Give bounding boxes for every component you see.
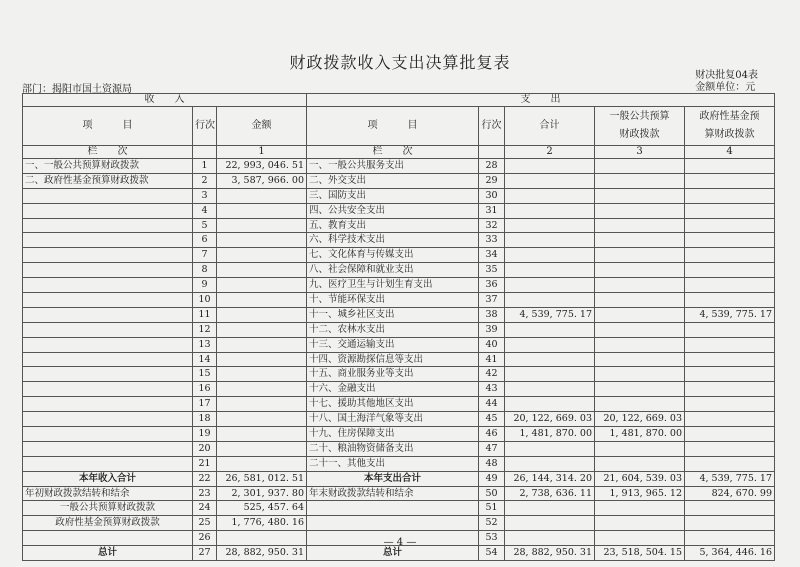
table-row	[23, 382, 775, 397]
cell-in-item	[23, 352, 193, 367]
cell-ex-no: 47	[479, 441, 505, 456]
table-row	[23, 173, 775, 188]
cell-in-item	[23, 367, 193, 382]
cell-in-amt	[217, 307, 307, 322]
cell-ex-item: 五、教育支出	[307, 218, 479, 233]
table-row	[23, 412, 775, 427]
cell-in-amt	[217, 218, 307, 233]
table-row	[23, 367, 775, 382]
cell-fund	[685, 322, 775, 337]
cell-in-amt	[217, 456, 307, 471]
table-row	[23, 441, 775, 456]
cell-ex-item: 七、文化体育与传媒支出	[307, 248, 479, 263]
cell-general	[595, 188, 685, 203]
cell-ex-item: 十二、农林水支出	[307, 322, 479, 337]
cell-ex-no: 43	[479, 382, 505, 397]
cell-total	[505, 188, 595, 203]
cell-total	[505, 352, 595, 367]
page-number: — 4 —	[383, 537, 417, 548]
cell-total: 28, 882, 950. 31	[505, 546, 595, 561]
cell-ex-no: 45	[479, 412, 505, 427]
cell-total: 26, 144, 314. 20	[505, 471, 595, 486]
table-row	[23, 248, 775, 263]
cell-total: 20, 122, 669. 03	[505, 412, 595, 427]
table-row	[23, 233, 775, 248]
cell-total	[505, 501, 595, 516]
cell-in-amt	[217, 397, 307, 412]
cell-in-no: 20	[193, 441, 217, 456]
cell-ex-no: 30	[479, 188, 505, 203]
cell-fund	[685, 501, 775, 516]
department-label: 部门：揭阳市国土资源局	[22, 84, 132, 95]
table-row	[23, 293, 775, 308]
header-total: 合计	[505, 107, 595, 146]
cell-total	[505, 278, 595, 293]
cell-ex-item: 十、节能环保支出	[307, 293, 479, 308]
cell-in-no: 1	[193, 159, 217, 174]
cell-fund	[685, 456, 775, 471]
cell-in-no: 21	[193, 456, 217, 471]
cell-fund	[685, 173, 775, 188]
cell-general	[595, 278, 685, 293]
cell-fund	[685, 203, 775, 218]
table-row	[23, 352, 775, 367]
cell-ex-no: 49	[479, 471, 505, 486]
cell-in-no: 17	[193, 397, 217, 412]
cell-general	[595, 263, 685, 278]
cell-in-item	[23, 278, 193, 293]
cell-in-amt	[217, 188, 307, 203]
cell-ex-no: 51	[479, 501, 505, 516]
cell-in-amt	[217, 382, 307, 397]
cell-in-amt	[217, 278, 307, 293]
cell-in-item	[23, 263, 193, 278]
cell-ex-no: 41	[479, 352, 505, 367]
table-row	[23, 218, 775, 233]
cell-in-amt	[217, 367, 307, 382]
cell-in-item: 政府性基金预算财政拨款	[23, 516, 193, 531]
cell-ex-no: 32	[479, 218, 505, 233]
cell-in-no: 23	[193, 486, 217, 501]
carry-row	[23, 501, 775, 516]
cell-in-item: 二、政府性基金预算财政拨款	[23, 173, 193, 188]
cell-total	[505, 441, 595, 456]
table-row	[23, 263, 775, 278]
cell-ex-no: 37	[479, 293, 505, 308]
cell-fund	[685, 367, 775, 382]
cell-general	[595, 159, 685, 174]
carry-row	[23, 486, 775, 501]
cell-in-no: 3	[193, 188, 217, 203]
cell-ex-item: 十九、住房保障支出	[307, 427, 479, 442]
cell-ex-item: 六、科学技术支出	[307, 233, 479, 248]
cell-ex-no: 31	[479, 203, 505, 218]
cell-in-item	[23, 293, 193, 308]
cell-general: 1, 481, 870. 00	[595, 427, 685, 442]
cell-in-item: 总计	[23, 546, 193, 561]
cell-ex-item: 本年支出合计	[307, 471, 479, 486]
cell-fund	[685, 352, 775, 367]
cell-total	[505, 322, 595, 337]
cell-in-no: 13	[193, 337, 217, 352]
cell-in-item	[23, 382, 193, 397]
cell-in-item	[23, 322, 193, 337]
cell-total	[505, 218, 595, 233]
budget-table	[22, 93, 775, 561]
table-row	[23, 456, 775, 471]
cell-in-no: 15	[193, 367, 217, 382]
cell-in-no: 9	[193, 278, 217, 293]
cell-in-no: 26	[193, 531, 217, 546]
cell-in-no: 5	[193, 218, 217, 233]
cell-in-item	[23, 427, 193, 442]
cell-in-item	[23, 441, 193, 456]
form-code-text: 财决批复04表	[695, 70, 758, 81]
cell-in-item	[23, 218, 193, 233]
cell-in-no: 16	[193, 382, 217, 397]
cell-in-no: 12	[193, 322, 217, 337]
cell-in-item: 一、一般公共预算财政拨款	[23, 159, 193, 174]
cell-ex-item: 一、一般公共服务支出	[307, 159, 479, 174]
col-row-label-ex: 栏 次	[307, 146, 479, 159]
cell-ex-no: 34	[479, 248, 505, 263]
cell-in-amt	[217, 248, 307, 263]
cell-general	[595, 233, 685, 248]
table-row	[23, 188, 775, 203]
cell-ex-item: 二、外交支出	[307, 173, 479, 188]
header-fund: 政府性基金预算财政拨款	[685, 107, 775, 146]
cell-in-item: 本年收入合计	[23, 471, 193, 486]
cell-ex-item: 四、公共安全支出	[307, 203, 479, 218]
cell-ex-item: 总计	[307, 546, 479, 561]
cell-ex-item: 十五、商业服务业等支出	[307, 367, 479, 382]
cell-ex-item: 十七、援助其他地区支出	[307, 397, 479, 412]
cell-general	[595, 441, 685, 456]
cell-general	[595, 382, 685, 397]
cell-in-item	[23, 337, 193, 352]
cell-in-item	[23, 412, 193, 427]
header-expense: 支 出	[307, 94, 775, 107]
cell-in-amt	[217, 322, 307, 337]
cell-total	[505, 293, 595, 308]
cell-ex-no: 52	[479, 516, 505, 531]
cell-total	[505, 456, 595, 471]
cell-ex-no: 48	[479, 456, 505, 471]
cell-general: 20, 122, 669. 03	[595, 412, 685, 427]
cell-fund	[685, 293, 775, 308]
cell-in-amt	[217, 352, 307, 367]
cell-in-no: 7	[193, 248, 217, 263]
table-row	[23, 307, 775, 322]
header-row-section	[23, 94, 775, 107]
cell-general	[595, 456, 685, 471]
cell-total: 2, 738, 636. 11	[505, 486, 595, 501]
cell-ex-no: 33	[479, 233, 505, 248]
cell-ex-no: 28	[479, 159, 505, 174]
cell-total	[505, 263, 595, 278]
cell-fund	[685, 233, 775, 248]
cell-ex-item: 十六、金融支出	[307, 382, 479, 397]
cell-in-item	[23, 307, 193, 322]
cell-general	[595, 322, 685, 337]
cell-total	[505, 203, 595, 218]
cell-in-no: 24	[193, 501, 217, 516]
cell-ex-item: 二十、粮油物资储备支出	[307, 441, 479, 456]
col-index-4: 4	[685, 146, 775, 159]
cell-in-item: 一般公共预算财政拨款	[23, 501, 193, 516]
cell-general	[595, 516, 685, 531]
cell-fund	[685, 382, 775, 397]
cell-ex-no: 38	[479, 307, 505, 322]
cell-total	[505, 397, 595, 412]
col-index-in-no	[193, 146, 217, 159]
cell-ex-item: 三、国防支出	[307, 188, 479, 203]
cell-ex-item: 十四、资源勘探信息等支出	[307, 352, 479, 367]
cell-general	[595, 501, 685, 516]
cell-in-amt	[217, 233, 307, 248]
cell-ex-no: 39	[479, 322, 505, 337]
cell-total	[505, 248, 595, 263]
cell-fund	[685, 248, 775, 263]
cell-general	[595, 293, 685, 308]
header-in-item: 项 目	[23, 107, 193, 146]
cell-general	[595, 337, 685, 352]
cell-in-no: 8	[193, 263, 217, 278]
col-index-ex-no	[479, 146, 505, 159]
cell-total	[505, 337, 595, 352]
cell-in-amt: 22, 993, 046. 51	[217, 159, 307, 174]
cell-in-amt	[217, 337, 307, 352]
cell-in-no: 22	[193, 471, 217, 486]
col-row-label-in: 栏 次	[23, 146, 193, 159]
col-index-1: 1	[217, 146, 307, 159]
form-code	[695, 70, 758, 94]
cell-general	[595, 397, 685, 412]
cell-in-amt	[217, 412, 307, 427]
cell-total: 1, 481, 870. 00	[505, 427, 595, 442]
cell-fund	[685, 441, 775, 456]
cell-total: 4, 539, 775. 17	[505, 307, 595, 322]
header-row-index	[23, 146, 775, 159]
cell-fund	[685, 516, 775, 531]
cell-general: 23, 518, 504. 15	[595, 546, 685, 561]
table-row	[23, 278, 775, 293]
table-row	[23, 427, 775, 442]
cell-general	[595, 218, 685, 233]
cell-in-no: 11	[193, 307, 217, 322]
cell-in-amt: 2, 301, 937. 80	[217, 486, 307, 501]
unit-text: 金额单位：元	[695, 82, 756, 93]
cell-ex-item: 二十一、其他支出	[307, 456, 479, 471]
cell-in-item	[23, 233, 193, 248]
col-index-2: 2	[505, 146, 595, 159]
cell-general	[595, 173, 685, 188]
cell-total	[505, 382, 595, 397]
cell-in-no: 6	[193, 233, 217, 248]
cell-ex-item: 十三、交通运输支出	[307, 337, 479, 352]
table-row	[23, 397, 775, 412]
cell-in-amt: 28, 882, 950. 31	[217, 546, 307, 561]
cell-in-amt: 26, 581, 012. 51	[217, 471, 307, 486]
cell-fund	[685, 263, 775, 278]
cell-fund	[685, 278, 775, 293]
cell-fund	[685, 159, 775, 174]
cell-fund	[685, 427, 775, 442]
cell-ex-no: 53	[479, 531, 505, 546]
table-row	[23, 337, 775, 352]
cell-total	[505, 367, 595, 382]
cell-total	[505, 516, 595, 531]
cell-in-amt	[217, 441, 307, 456]
cell-in-no: 18	[193, 412, 217, 427]
year-total-row	[23, 471, 775, 486]
cell-general	[595, 203, 685, 218]
header-in-no: 行次	[193, 107, 217, 146]
cell-general	[595, 367, 685, 382]
col-index-3: 3	[595, 146, 685, 159]
cell-ex-no: 29	[479, 173, 505, 188]
page-title: 财政拨款收入支出决算批复表	[289, 53, 511, 72]
cell-fund: 824, 670. 99	[685, 486, 775, 501]
cell-in-amt	[217, 263, 307, 278]
cell-ex-item	[307, 501, 479, 516]
header-income: 收 入	[23, 94, 307, 107]
cell-fund: 4, 539, 775. 17	[685, 307, 775, 322]
cell-ex-no: 46	[479, 427, 505, 442]
cell-in-no: 25	[193, 516, 217, 531]
cell-ex-item: 八、社会保障和就业支出	[307, 263, 479, 278]
cell-general	[595, 352, 685, 367]
table-row	[23, 159, 775, 174]
cell-fund	[685, 188, 775, 203]
cell-ex-no: 50	[479, 486, 505, 501]
cell-ex-item	[307, 516, 479, 531]
header-row-columns	[23, 107, 775, 146]
cell-in-no: 10	[193, 293, 217, 308]
table-row	[23, 203, 775, 218]
cell-fund: 4, 539, 775. 17	[685, 471, 775, 486]
cell-ex-no: 42	[479, 367, 505, 382]
header-in-amount: 金额	[217, 107, 307, 146]
cell-ex-item: 十一、城乡社区支出	[307, 307, 479, 322]
cell-total	[505, 233, 595, 248]
cell-ex-no: 35	[479, 263, 505, 278]
cell-ex-item: 年末财政拨款结转和结余	[307, 486, 479, 501]
cell-fund	[685, 397, 775, 412]
cell-in-item	[23, 397, 193, 412]
cell-in-item	[23, 203, 193, 218]
cell-general: 1, 913, 965. 12	[595, 486, 685, 501]
cell-in-amt	[217, 293, 307, 308]
cell-in-item	[23, 188, 193, 203]
cell-in-amt: 3, 587, 966. 00	[217, 173, 307, 188]
cell-general	[595, 307, 685, 322]
cell-in-no: 4	[193, 203, 217, 218]
header-ex-no: 行次	[479, 107, 505, 146]
cell-in-amt: 525, 457. 64	[217, 501, 307, 516]
cell-fund	[685, 218, 775, 233]
cell-in-item: 年初财政拨款结转和结余	[23, 486, 193, 501]
cell-fund: 5, 364, 446. 16	[685, 546, 775, 561]
cell-ex-no: 54	[479, 546, 505, 561]
cell-total	[505, 173, 595, 188]
cell-fund	[685, 412, 775, 427]
header-ex-item: 项 目	[307, 107, 479, 146]
carry-row	[23, 516, 775, 531]
cell-ex-item: 十八、国土海洋气象等支出	[307, 412, 479, 427]
header-general: 一般公共预算财政拨款	[595, 107, 685, 146]
cell-in-amt: 1, 776, 480. 16	[217, 516, 307, 531]
cell-in-no: 27	[193, 546, 217, 561]
cell-in-no: 19	[193, 427, 217, 442]
cell-ex-no: 36	[479, 278, 505, 293]
cell-in-item	[23, 248, 193, 263]
table-row	[23, 322, 775, 337]
cell-general: 21, 604, 539. 03	[595, 471, 685, 486]
cell-in-amt	[217, 427, 307, 442]
cell-total	[505, 159, 595, 174]
cell-in-amt	[217, 203, 307, 218]
cell-in-item	[23, 456, 193, 471]
cell-ex-item: 九、医疗卫生与计划生育支出	[307, 278, 479, 293]
cell-fund	[685, 337, 775, 352]
cell-in-no: 14	[193, 352, 217, 367]
cell-general	[595, 248, 685, 263]
cell-ex-no: 44	[479, 397, 505, 412]
cell-ex-no: 40	[479, 337, 505, 352]
cell-in-no: 2	[193, 173, 217, 188]
